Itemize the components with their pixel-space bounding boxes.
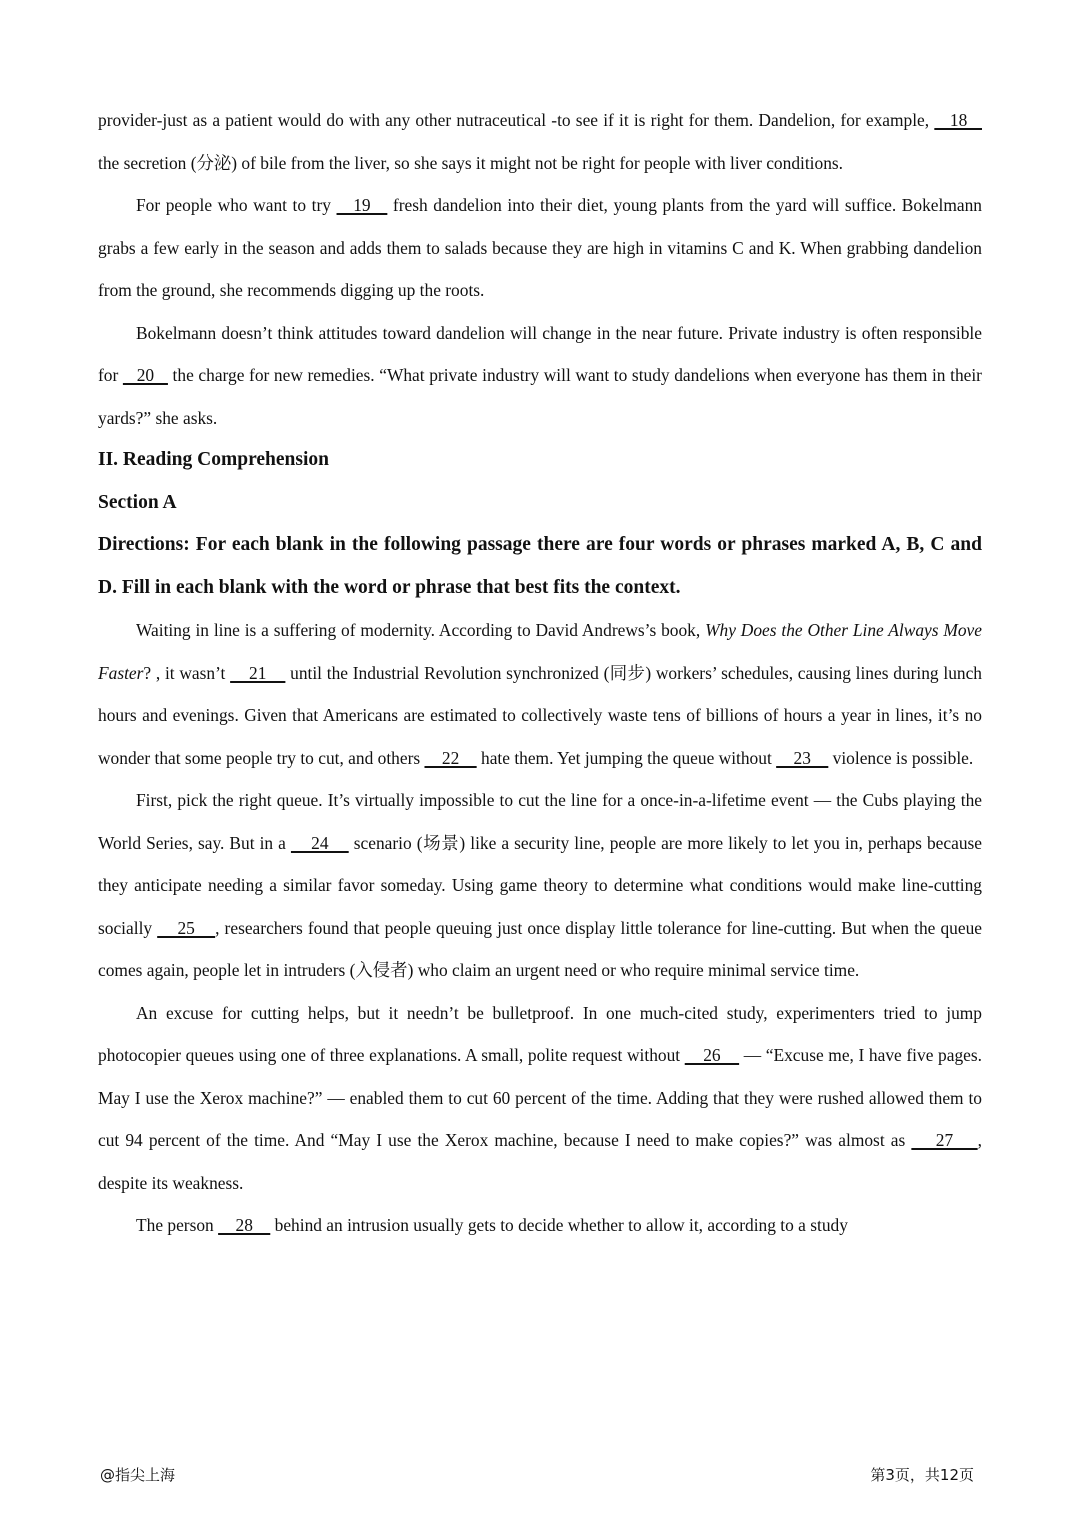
passage-paragraph <box>98 99 982 184</box>
paragraph-text: First, pick the right queue. It’s virtually impossible to cut the line for a once-in-a-lifetime event — the Cubs playing the World Series, say. But in a <box>98 790 982 853</box>
paragraph-text: , despite its weakness. <box>98 1130 982 1193</box>
section-heading <box>98 482 982 525</box>
passage-paragraph <box>98 1204 982 1247</box>
paragraph-text: Directions: For each blank in the following passage there are four words or phrases marked A, B, C and D. Fill in each blank with the word or phrase that best fits the context. <box>98 534 982 598</box>
directions-text <box>98 524 982 609</box>
footer-page-number: 第3页，共12页 <box>870 1466 974 1484</box>
document-body <box>98 99 982 1247</box>
passage-paragraph <box>98 992 982 1205</box>
paragraph-text: ? , it wasn’t <box>143 662 231 683</box>
answer-blank: 23 <box>776 747 829 768</box>
paragraph-text: fresh dandelion into their diet, young plants from the yard will suffice. Bokelmann grabs a few early in the season and adds them to salads because they are high in vitamins C and K. When grabbing dandelion from the ground, she recommends digging up the roots. <box>98 195 982 300</box>
paragraph-text: hate them. Yet jumping the queue without <box>476 747 777 768</box>
paragraph-text: Bokelmann doesn’t think attitudes toward dandelion will change in the near future. Private industry is often responsible for <box>98 322 982 385</box>
paragraph-text: the charge for new remedies. “What private industry will want to study dandelions when everyone has them in their yards?” she asks. <box>98 365 982 428</box>
answer-blank: 25 <box>157 917 216 938</box>
answer-blank: 20 <box>122 365 168 385</box>
section-heading <box>98 439 982 482</box>
paragraph-text: An excuse for cutting helps, but it needn’t be bulletproof. In one much-cited study, experimenters tried to jump photocopier queues using one of three explanations. A small, polite request without <box>98 1002 982 1065</box>
paragraph-text: Section A <box>98 491 177 513</box>
answer-blank: 22 <box>424 747 477 768</box>
paragraph-text: For people who want to try <box>136 195 337 215</box>
passage-paragraph <box>98 312 982 440</box>
footer-source: @指尖上海 <box>100 1466 176 1484</box>
passage-paragraph <box>98 609 982 779</box>
paragraph-text: the secretion (分泌) of bile from the liver, so she says it might not be right for people with liver conditions. <box>98 152 844 173</box>
paragraph-text: II. Reading Comprehension <box>98 449 329 470</box>
answer-blank: 18 <box>934 110 982 130</box>
answer-blank: 27 <box>911 1130 978 1150</box>
paragraph-text: behind an intrusion usually gets to decide whether to allow it, according to a study <box>270 1215 848 1235</box>
passage-paragraph <box>98 779 982 992</box>
answer-blank: 26 <box>684 1045 740 1065</box>
paragraph-text: violence is possible. <box>828 747 974 768</box>
book-title: Why Does the Other Line Always Move Faster <box>98 620 982 683</box>
paragraph-text: The person <box>136 1215 219 1235</box>
answer-blank: 19 <box>336 195 388 215</box>
paragraph-text: provider-just as a patient would do with any other nutraceutical -to see if it is right for them. Dandelion, for example, <box>98 110 935 130</box>
answer-blank: 21 <box>230 662 286 683</box>
paragraph-text: , researchers found that people queuing just once display little tolerance for line-cutting. But when the queue comes again, people let in intruders (入侵者) who claim an urgent need or who require minimal service time. <box>98 917 982 980</box>
passage-paragraph <box>98 184 982 312</box>
paragraph-text: Waiting in line is a suffering of modernity. According to David Andrews’s book, <box>136 620 706 640</box>
paragraph-text: until the Industrial Revolution synchronized (同步) workers’ schedules, causing lines during lunch hours and evenings. Given that Americans are estimated to collectively waste tens of billions of hours a year in lines, it’s no wonder that some people try to cut, and others <box>98 662 982 768</box>
paragraph-text: scenario (场景) like a security line, people are more likely to let you in, perhaps because they anticipate needing a similar favor someday. Using game theory to determine what conditions would make line-cutting socially <box>98 832 983 938</box>
paragraph-text: — “Excuse me, I have five pages. May I use the Xerox machine?” — enabled them to cut 60 percent of the time. Adding that they were rushed allowed them to cut 94 percent of the time. And “May I use the Xerox machine, because I need to make copies?” was almost as <box>98 1045 982 1150</box>
answer-blank: 24 <box>290 832 349 853</box>
answer-blank: 28 <box>218 1215 271 1235</box>
